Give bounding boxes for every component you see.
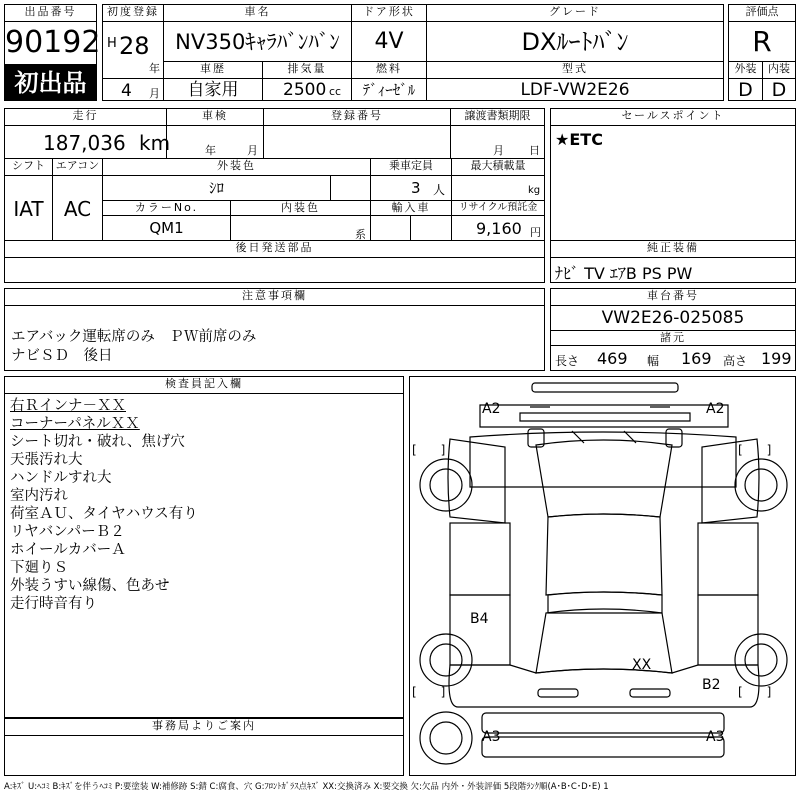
- transfer-label: 譲渡書類期限: [450, 108, 545, 126]
- reg-label: 初度登録: [102, 4, 164, 22]
- office-box: [4, 735, 404, 776]
- notes-line-2: ナビＳＤ 後日: [11, 348, 113, 364]
- mileage-unit: km: [139, 131, 171, 155]
- chassis-number: VW2E26-025085: [550, 305, 796, 331]
- interior-color-label: 内装色: [230, 200, 371, 216]
- mileage-cell: [4, 125, 171, 159]
- disp-cell: [262, 78, 352, 101]
- reg-year-unit: 年: [149, 62, 160, 75]
- inspector-line-5: ハンドルすれ大: [10, 470, 112, 486]
- shift-label: シフト: [4, 158, 53, 176]
- ac-value: AC: [52, 175, 103, 241]
- damage-diagram: [409, 376, 796, 776]
- door-label: ドア形状: [351, 4, 427, 22]
- mark-a2-right: A2: [706, 401, 725, 417]
- car-outline: [410, 377, 797, 777]
- capacity-unit: 人: [433, 183, 446, 197]
- transfer-day-unit: 日: [529, 144, 540, 157]
- reg-month-unit: 月: [149, 87, 160, 100]
- transfer-cell: [450, 125, 545, 159]
- color-value: ｼﾛ: [102, 175, 331, 201]
- spec-row: [550, 345, 796, 371]
- selling-label: セールスポイント: [550, 108, 796, 126]
- inspector-line-10: 下廻りＳ: [10, 560, 68, 576]
- inspect-month-unit: 月: [247, 144, 258, 157]
- color-extra: [330, 175, 371, 201]
- int-value: D: [762, 78, 796, 101]
- inspector-line-2: コーナーパネルＸＸ: [10, 416, 140, 432]
- inspector-line-6: 室内汚れ: [10, 488, 68, 504]
- ac-label: エアコン: [52, 158, 103, 176]
- mark-b2: B2: [702, 677, 721, 693]
- color-no-label: カラーNo.: [102, 200, 231, 216]
- recycle-unit: 円: [530, 226, 541, 239]
- equip-label: 純正装備: [550, 240, 796, 258]
- model-value: LDF-VW2E26: [426, 78, 724, 101]
- inspector-line-1: 右Ｒインナ－ＸＸ: [10, 398, 126, 414]
- inspector-label: 検査員記入欄: [4, 376, 404, 394]
- later-parts-label: 後日発送部品: [4, 240, 545, 258]
- plate-value: [263, 125, 451, 159]
- chassis-label: 車台番号: [550, 288, 796, 306]
- notes-line-1: エアバック運転席のみ ＰＷ前席のみ: [11, 329, 257, 345]
- selling-value: ★ETC: [555, 130, 603, 149]
- inspector-line-11: 外装うすい線傷、色あせ: [10, 578, 170, 594]
- plate-label: 登録番号: [263, 108, 451, 126]
- inspector-line-8: リヤバンパーＢ２: [10, 524, 125, 540]
- ext-label: 外装: [728, 61, 763, 79]
- inspect-year-unit: 年: [205, 144, 216, 157]
- inspector-line-9: ホイールカバーＡ: [10, 542, 126, 558]
- first-listing-badge: 初出品: [4, 65, 97, 101]
- length-label: 長さ: [555, 354, 580, 368]
- car-name-label: 車名: [163, 4, 352, 22]
- mileage-value: 187,036: [43, 131, 126, 155]
- fuel-value: ﾃﾞｨｰｾﾞﾙ: [351, 78, 427, 101]
- mark-b4: B4: [470, 611, 489, 627]
- reg-month: 4: [121, 81, 132, 101]
- inspector-box: [4, 393, 404, 718]
- lot-label: 出品番号: [4, 4, 97, 22]
- grade-label: グレード: [426, 4, 724, 22]
- notes-label: 注意事項欄: [4, 288, 545, 306]
- history-value: 自家用: [163, 78, 263, 101]
- capacity-cell: [370, 175, 452, 201]
- capacity-label: 乗車定員: [370, 158, 452, 176]
- color-label: 外装色: [102, 158, 371, 176]
- bracket-left-rear: [ ]: [412, 685, 446, 699]
- reg-year: 28: [119, 32, 150, 60]
- legend: A:ｷｽﾞ U:ﾍｺﾐ B:ｷｽﾞを伴うﾍｺﾐ P:要塗装 W:補修跡 S:錆 C:腐食、穴 G:ﾌﾛﾝﾄｶﾞﾗｽ点ｷｽﾞ XX:交換済み X:要交換 欠:欠品 内外・外装評価 5段階ﾗﾝｸ順(A･B･C･D･E) 1: [4, 782, 609, 792]
- length-value: 469: [597, 349, 628, 368]
- interior-color-cell: [230, 215, 371, 241]
- mark-a2-left: A2: [482, 401, 501, 417]
- ext-value: D: [728, 78, 763, 101]
- disp-label: 排気量: [262, 61, 352, 79]
- bracket-right-rear: [ ]: [738, 685, 772, 699]
- height-label: 高さ: [723, 354, 748, 368]
- mark-a3-left: A3: [482, 729, 501, 745]
- reg-era: H: [107, 36, 117, 51]
- width-value: 169: [681, 349, 712, 368]
- model-label: 型式: [426, 61, 724, 79]
- notes-box: [4, 305, 545, 371]
- car-name: NV350ｷｬﾗﾊﾞﾝﾊﾞﾝ: [163, 21, 352, 62]
- inspector-line-4: 天張汚れ大: [10, 452, 83, 468]
- transfer-month-unit: 月: [493, 144, 504, 157]
- fuel-label: 燃料: [351, 61, 427, 79]
- mileage-label: 走行: [4, 108, 167, 126]
- inspect-cell: [166, 125, 264, 159]
- score-label: 評価点: [728, 4, 796, 22]
- disp-unit: cc: [329, 85, 342, 98]
- import-value: [370, 215, 411, 241]
- inspect-label: 車検: [166, 108, 264, 126]
- load-label: 最大積載量: [451, 158, 545, 176]
- recycle-cell: [451, 215, 545, 241]
- inspector-line-7: 荷室ＡＵ、タイヤハウス有り: [10, 506, 198, 522]
- later-parts-value: [4, 257, 545, 283]
- grade-value: DXﾙｰﾄﾊﾞﾝ: [426, 21, 724, 62]
- interior-unit: 系: [355, 228, 366, 241]
- import-label: 輸入車: [370, 200, 452, 216]
- int-label: 内装: [762, 61, 796, 79]
- mark-xx: XX: [632, 657, 652, 673]
- mark-a3-right: A3: [706, 729, 725, 745]
- spec-label: 諸元: [550, 330, 796, 346]
- import-extra: [410, 215, 452, 241]
- history-label: 車歴: [163, 61, 263, 79]
- load-unit: kg: [528, 185, 541, 196]
- recycle-label: リサイクル預託金: [451, 200, 545, 216]
- load-cell: [451, 175, 545, 201]
- score-value: R: [728, 21, 796, 62]
- capacity-value: 3: [411, 179, 421, 197]
- height-value: 199: [761, 349, 792, 368]
- lot-number: 90192: [4, 21, 97, 65]
- reg-year-cell: [102, 21, 164, 79]
- recycle-value: 9,160: [476, 219, 522, 238]
- equip-box: [550, 257, 796, 283]
- width-label: 幅: [647, 354, 660, 368]
- inspector-line-12: 走行時音有り: [10, 596, 97, 612]
- shift-value: IAT: [4, 175, 53, 241]
- bracket-left-front: [ ]: [412, 443, 446, 457]
- office-label: 事務局よりご案内: [4, 718, 404, 736]
- bracket-right-front: [ ]: [738, 443, 772, 457]
- reg-month-cell: [102, 78, 164, 101]
- door-value: 4V: [351, 21, 427, 62]
- disp-value: 2500: [283, 80, 327, 100]
- selling-box: [550, 125, 796, 241]
- inspector-line-3: シート切れ・破れ、焦げ穴: [10, 434, 185, 450]
- color-no-value: QM1: [102, 215, 231, 241]
- equip-value: ﾅﾋﾞ TV ｴｱB PS PW: [555, 264, 693, 283]
